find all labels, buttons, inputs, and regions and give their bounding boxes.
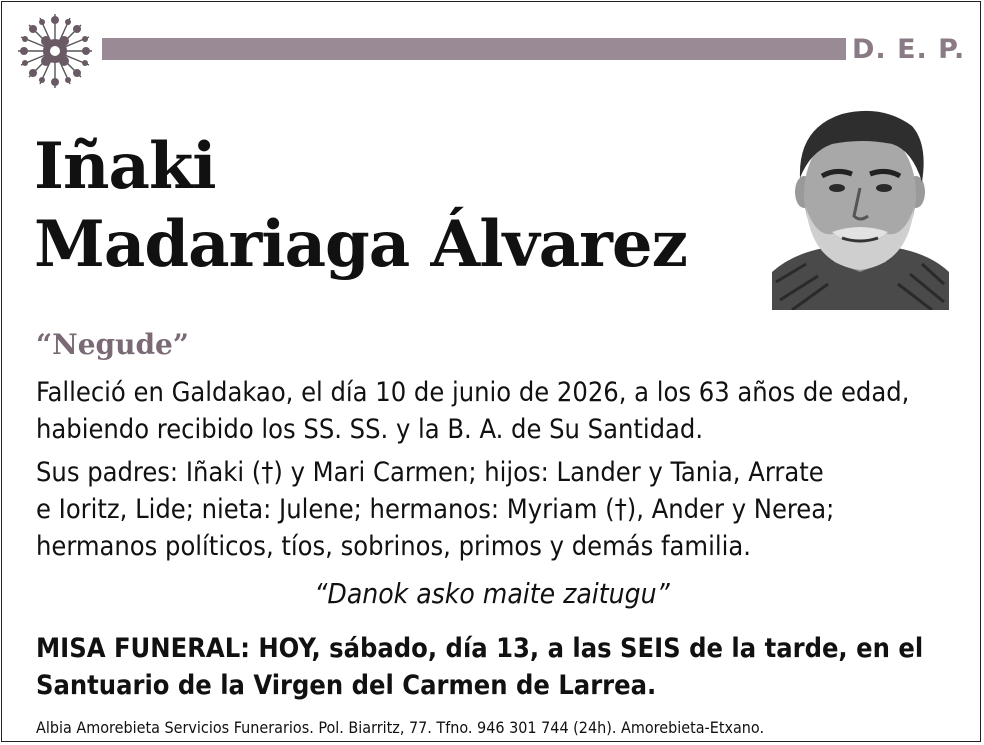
portrait-photo [772,104,949,310]
name-first: Iñaki [34,129,216,204]
funeral-home-footer: Albia Amorebieta Servicios Funerarios. Pol. Biarritz, 77. Tfno. 946 301 744 (24h). Amorebieta-Etxano. [36,718,765,737]
funeral-mass-paragraph [36,630,923,704]
floral-emblem-icon [12,10,98,92]
funeral-line: Santuario de la Virgen del Carmen de Larrea. [36,670,657,701]
death-notice-paragraph [36,374,909,448]
family-paragraph [36,454,834,565]
dep-label: D. E. P. [852,34,966,65]
deceased-name [34,128,687,284]
nickname: “Negude” [36,328,189,361]
family-line: e Ioritz, Lide; nieta: Julene; hermanos: Myriam (†), Ander y Nerea; [36,494,835,525]
death-notice-line: Falleció en Galdakao, el día 10 de junio de 2026, a los 63 años de edad, [36,377,910,408]
header-bar [102,38,846,60]
name-surnames: Madariaga Álvarez [34,207,687,282]
family-line: hermanos políticos, tíos, sobrinos, primos y demás familia. [36,531,751,562]
memorial-quote: “Danok asko maite zaitugu” [314,577,670,610]
family-line: Sus padres: Iñaki (†) y Mari Carmen; hijos: Lander y Tania, Arrate [36,457,824,488]
funeral-line: MISA FUNERAL: HOY, sábado, día 13, a las SEIS de la tarde, en el [36,633,924,664]
death-notice-line: habiendo recibido los SS. SS. y la B. A. de Su Santidad. [36,414,704,445]
